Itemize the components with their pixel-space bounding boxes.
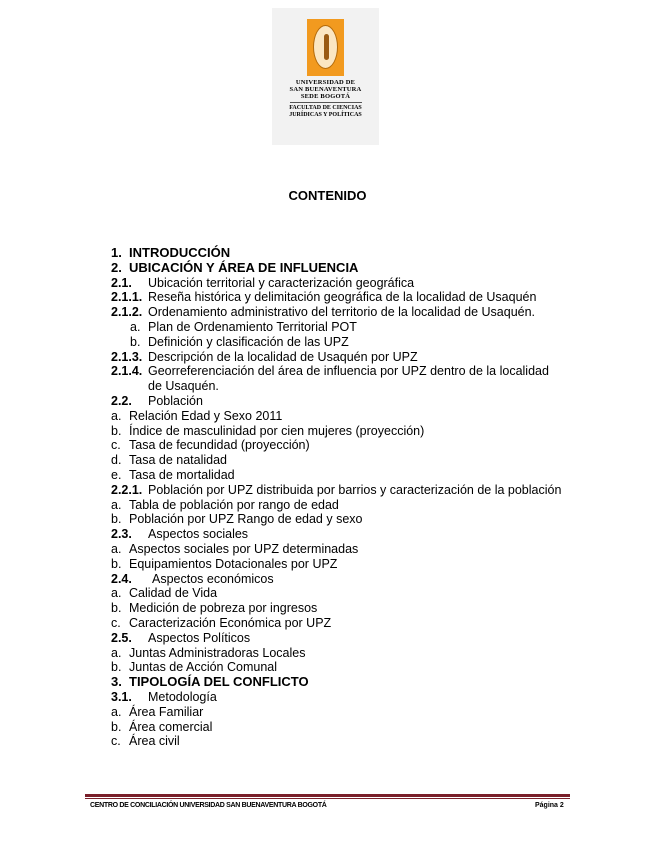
- toc-item: b. Medición de pobreza por ingresos: [111, 601, 318, 616]
- toc-item: b. Juntas de Acción Comunal: [111, 660, 278, 675]
- logo-line-2: SAN BUENAVENTURA: [289, 86, 362, 93]
- toc-item: a. Calidad de Vida: [111, 586, 218, 601]
- toc-item: a. Relación Edad y Sexo 2011: [111, 408, 283, 423]
- toc-item: 2.1.2. Ordenamiento administrativo del territorio de la localidad de Usaquén.: [111, 305, 536, 320]
- page-number: Página 2: [535, 802, 564, 809]
- logo-line-5: JURÍDICAS Y POLÍTICAS: [289, 112, 362, 118]
- footer-divider: [85, 794, 570, 797]
- toc-item: 3.1. Metodología: [111, 689, 217, 704]
- toc-item: 2. UBICACIÓN Y ÁREA DE INFLUENCIA: [111, 259, 359, 275]
- toc-item: c. Área civil: [111, 734, 180, 749]
- page-title: CONTENIDO: [288, 188, 367, 203]
- toc-item: 3. TIPOLOGÍA DEL CONFLICTO: [111, 674, 309, 690]
- toc-item: 2.1. Ubicación territorial y caracterización geográfica: [111, 275, 415, 290]
- logo-line-3: SEDE BOGOTÁ: [300, 93, 351, 100]
- toc-item: 1. INTRODUCCIÓN: [111, 245, 231, 260]
- footer-divider-thin: [85, 798, 570, 799]
- toc-item: 2.2.1. Población por UPZ distribuida por barrios y caracterización de la población: [111, 482, 562, 497]
- logo-line-4: FACULTAD DE CIENCIAS: [289, 105, 362, 111]
- toc-item: b. Población por UPZ Rango de edad y sexo: [111, 512, 363, 527]
- toc-item: 2.3. Aspectos sociales: [111, 527, 249, 542]
- seal-icon: [307, 19, 344, 76]
- toc-item: d. Tasa de natalidad: [111, 453, 227, 468]
- toc-item: 2.5. Aspectos Políticos: [111, 630, 251, 645]
- toc-item: e. Tasa de mortalidad: [111, 467, 235, 482]
- table-of-contents: [111, 246, 566, 749]
- toc-item: a. Juntas Administradoras Locales: [111, 645, 306, 660]
- logo-line-1: UNIVERSIDAD DE: [295, 79, 356, 86]
- toc-item: 2.2. Población: [111, 393, 203, 408]
- toc-item: a. Plan de Ordenamiento Territorial POT: [130, 319, 357, 334]
- toc-item: b. Equipamientos Dotacionales por UPZ: [111, 556, 338, 571]
- toc-item: 2.4. Aspectos económicos: [111, 571, 274, 586]
- toc-item: 2.1.3. Descripción de la localidad de Usaquén por UPZ: [111, 349, 418, 364]
- toc-item: 2.1.1. Reseña histórica y delimitación geográfica de la localidad de Usaquén: [111, 290, 537, 305]
- toc-item: a. Área Familiar: [111, 704, 204, 719]
- toc-item: a. Tabla de población por rango de edad: [111, 497, 339, 512]
- footer-text: CENTRO DE CONCILIACIÓN UNIVERSIDAD SAN BUENAVENTURA BOGOTÁ: [90, 802, 327, 809]
- toc-item: c. Caracterización Económica por UPZ: [111, 615, 332, 630]
- toc-item: b. Índice de masculinidad por cien mujeres (proyección): [111, 423, 425, 438]
- toc-item: 2.1.4. Georreferenciación del área de influencia por UPZ dentro de la localidad de Usaquén.: [111, 364, 549, 394]
- toc-item: c. Tasa de fecundidad (proyección): [111, 438, 310, 453]
- toc-item: b. Área comercial: [111, 719, 213, 734]
- university-logo: [272, 8, 379, 145]
- toc-item: b. Definición y clasificación de las UPZ: [130, 334, 349, 349]
- logo-divider: [290, 102, 362, 103]
- toc-item: a. Aspectos sociales por UPZ determinadas: [111, 541, 359, 556]
